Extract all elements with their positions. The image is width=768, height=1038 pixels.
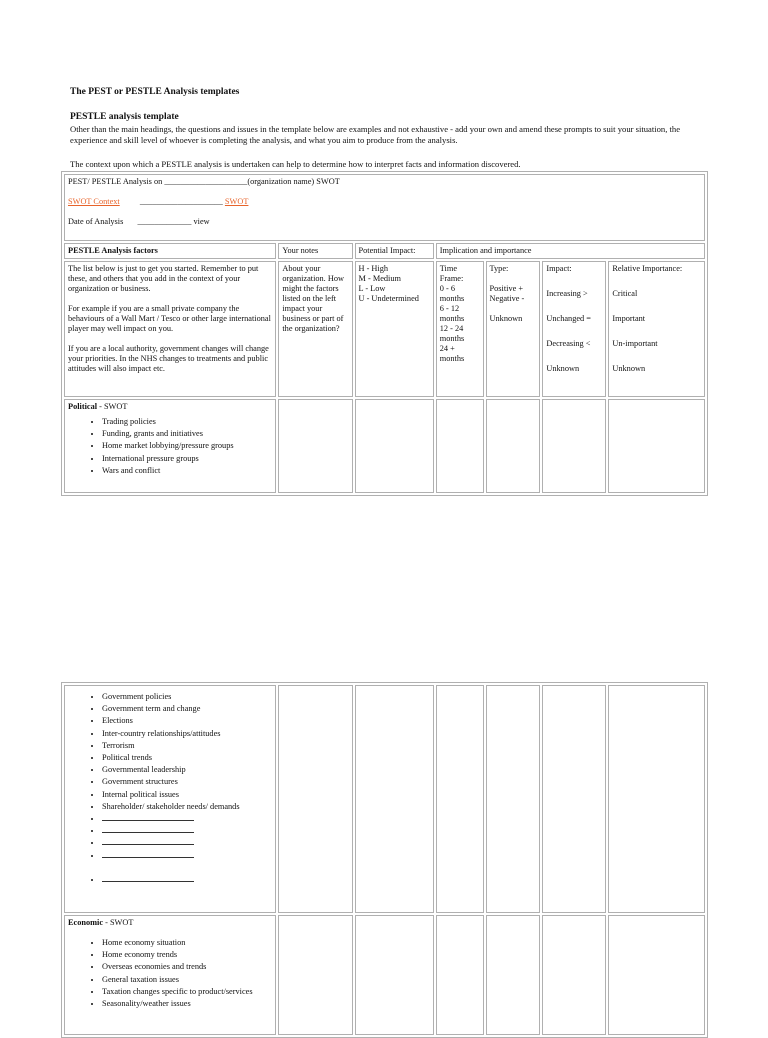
pestle-table-page1	[61, 171, 708, 496]
col-header-notes: Your notes	[278, 243, 352, 259]
swot-context-blank: ____________________	[139, 197, 223, 206]
list-item: • Government policies	[102, 691, 272, 703]
analysis-on-line: PEST/ PESTLE Analysis on ____________________(organization name) SWOT	[68, 177, 340, 186]
impact-cell[interactable]	[542, 399, 606, 493]
analysis-header-cell	[64, 174, 705, 241]
document-title: The PEST or PESTLE Analysis templates	[70, 87, 240, 97]
list-item: • Inter-country relationships/attitudes	[102, 728, 272, 740]
potential-cell[interactable]	[355, 915, 434, 1035]
importance-cell[interactable]	[608, 685, 705, 913]
importance-label: Relative Importance:	[612, 264, 683, 273]
notes-cell[interactable]	[278, 685, 352, 913]
guide-type-cell	[486, 261, 541, 397]
guide-factors-cell	[64, 261, 276, 397]
list-item: • Taxation changes specific to product/services	[102, 986, 272, 998]
date-of-analysis-line	[68, 217, 701, 227]
col-header-implication: Implication and importance	[436, 243, 705, 259]
col-header-factors: PESTLE Analysis factors	[64, 243, 276, 259]
list-item: • Seasonality/weather issues	[102, 998, 272, 1010]
timeframe-0-6: 0 - 6 months	[439, 284, 465, 303]
intro-paragraph: Other than the main headings, the questions and issues in the template below are examples and not exhaustive - add your own and amend these prompts to suit your situation, the experience and skill level of whoever is completing the analysis, and what you aim to produce from the analysis.	[70, 124, 681, 145]
list-item: • International pressure groups	[102, 453, 272, 465]
list-item: • Funding, grants and initiatives	[102, 428, 272, 440]
list-item: • Terrorism	[102, 740, 272, 752]
impact-cell[interactable]	[542, 685, 606, 913]
importance-cell[interactable]	[608, 915, 705, 1035]
political-cell-page1	[64, 399, 276, 493]
type-label: Type:	[489, 264, 509, 273]
blank-list-item[interactable]	[102, 837, 272, 849]
economic-heading: Economic	[68, 918, 104, 927]
impact-label: Impact:	[546, 264, 572, 273]
pestle-table-page2	[61, 682, 708, 1038]
list-item: • Government term and change	[102, 703, 272, 715]
impact-cell[interactable]	[542, 915, 606, 1035]
timeframe-label: Time Frame:	[439, 264, 464, 283]
political-list-page1	[68, 416, 272, 477]
list-item: • Government structures	[102, 776, 272, 788]
guide-para-2: For example if you are a small private company the behaviours of a Wall Mart / Tesco or other large international player may well impact on you.	[68, 304, 271, 333]
timeframe-cell[interactable]	[436, 685, 484, 913]
type-positive: Positive +	[489, 284, 524, 293]
economic-list	[68, 937, 272, 1010]
political-swot: - SWOT	[97, 402, 128, 411]
view-label: view	[193, 217, 210, 226]
guide-para-3: If you are a local authority, government changes will change your priorities. In the NHS changes to treatments and public attitudes will also impact etc.	[68, 344, 269, 373]
notes-cell[interactable]	[278, 399, 352, 493]
guide-potential-cell	[355, 261, 434, 397]
swot-link[interactable]: SWOT	[224, 197, 249, 206]
timeframe-cell[interactable]	[436, 399, 484, 493]
list-item: • Political trends	[102, 752, 272, 764]
impact-unchanged: Unchanged =	[546, 314, 591, 323]
potential-undetermined: U - Undetermined	[358, 294, 419, 303]
political-cell-page2	[64, 685, 276, 913]
swot-context-link[interactable]: SWOT Context	[68, 197, 120, 206]
timeframe-cell[interactable]	[436, 915, 484, 1035]
timeframe-24-plus: 24 + months	[439, 344, 465, 363]
potential-medium: M - Medium	[358, 274, 401, 283]
guide-importance-cell	[608, 261, 705, 397]
date-blank: _____________	[137, 217, 192, 226]
blank-list-item[interactable]	[102, 862, 272, 868]
type-cell[interactable]	[486, 399, 541, 493]
potential-low: L - Low	[358, 284, 386, 293]
list-item: • Trading policies	[102, 416, 272, 428]
timeframe-6-12: 6 - 12 months	[439, 304, 465, 323]
list-item: • Governmental leadership	[102, 764, 272, 776]
type-cell[interactable]	[486, 915, 541, 1035]
importance-important: Important	[612, 314, 646, 323]
potential-cell[interactable]	[355, 399, 434, 493]
section-subtitle: PESTLE analysis template	[70, 112, 179, 122]
impact-unknown: Unknown	[546, 364, 580, 373]
col-header-potential: Potential Impact:	[355, 243, 434, 259]
political-list-page2	[68, 691, 272, 886]
swot-context-line	[68, 197, 701, 207]
list-item: • Wars and conflict	[102, 465, 272, 477]
guide-para-1: The list below is just to get you started. Remember to put these, and others that you add in the context of your organization or business.	[68, 264, 259, 293]
list-item: • Home market lobbying/pressure groups	[102, 440, 272, 452]
blank-list-item[interactable]	[102, 825, 272, 837]
type-unknown: Unknown	[489, 314, 523, 323]
list-item: • Overseas economies and trends	[102, 961, 272, 973]
potential-high: H - High	[358, 264, 389, 273]
timeframe-12-24: 12 - 24 months	[439, 324, 465, 343]
economic-swot: - SWOT	[103, 918, 134, 927]
list-item: • General taxation issues	[102, 974, 272, 986]
importance-unimportant: Un-important	[612, 339, 658, 348]
blank-list-item[interactable]	[102, 850, 272, 862]
list-item: • Home economy situation	[102, 937, 272, 949]
date-label: Date of Analysis	[68, 217, 124, 226]
guide-impact-cell	[542, 261, 606, 397]
list-item: • Elections	[102, 715, 272, 727]
potential-cell[interactable]	[355, 685, 434, 913]
list-item: • Internal political issues	[102, 789, 272, 801]
notes-cell[interactable]	[278, 915, 352, 1035]
importance-critical: Critical	[612, 289, 638, 298]
impact-decreasing: Decreasing <	[546, 339, 591, 348]
importance-unknown: Unknown	[612, 364, 646, 373]
type-negative: Negative -	[489, 294, 525, 303]
context-note: The context upon which a PESTLE analysis is undertaken can help to determine how to interpret facts and information discovered.	[70, 159, 521, 169]
type-cell[interactable]	[486, 685, 541, 913]
impact-increasing: Increasing >	[546, 289, 588, 298]
blank-list-item[interactable]	[102, 874, 272, 886]
importance-cell[interactable]	[608, 399, 705, 493]
blank-list-item[interactable]	[102, 813, 272, 825]
political-heading: Political	[68, 402, 98, 411]
guide-notes-cell: About your organization. How might the factors listed on the left impact your business or part of the organization?	[278, 261, 352, 397]
economic-cell	[64, 915, 276, 1035]
list-item: • Shareholder/ stakeholder needs/ demands	[102, 801, 272, 813]
list-item: • Home economy trends	[102, 949, 272, 961]
guide-timeframe-cell	[436, 261, 484, 397]
